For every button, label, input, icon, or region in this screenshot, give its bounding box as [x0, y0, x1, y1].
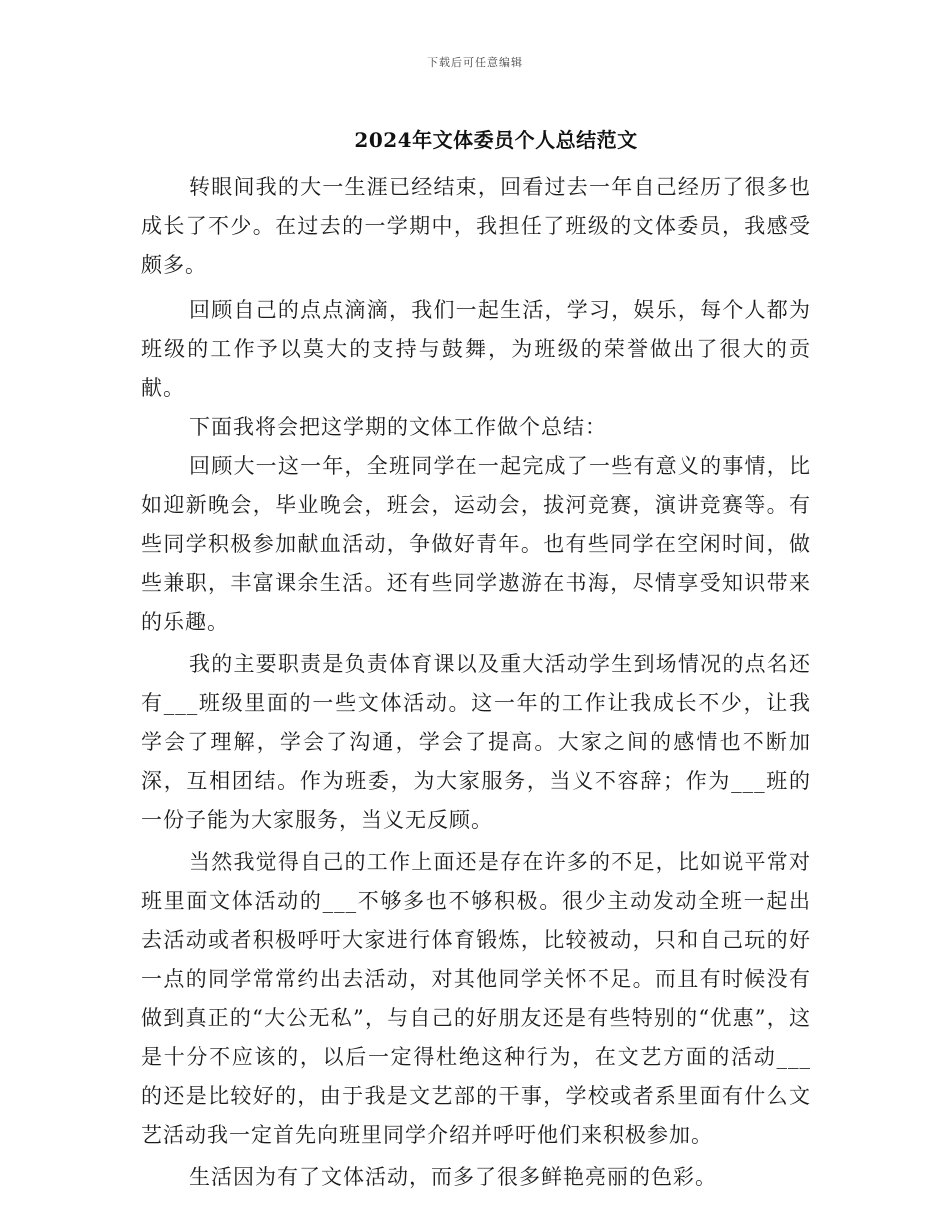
document-body — [141, 168, 811, 1197]
paragraph: 转眼间我的大一生涯已经结束，回看过去一年自己经历了很多也成长了不少。在过去的一学期中，我担任了班级的文体委员，我感受颇多。 — [141, 175, 811, 277]
paragraph: 当然我觉得自己的工作上面还是存在许多的不足，比如说平常对班里面文体活动的___不够多也不够积极。很少主动发动全班一起出去活动或者积极呼吁大家进行体育锻炼，比较被动，只和自己玩的好一点的同学常常约出去活动，对其他同学关怀不足。而且有时候没有做到真正的“大公无私”，与自己的好朋友还是有些特别的“优惠”，这是十分不应该的，以后一定得杜绝这种行为，在文艺方面的活动___的还是比较好的，由于我是文艺部的干事，学校或者系里面有什么文艺活动我一定首先向班里同学介绍并呼吁他们来积极参加。 — [141, 850, 811, 1147]
paragraph: 回顾大一这一年，全班同学在一起完成了一些有意义的事情，比如迎新晚会，毕业晚会，班会，运动会，拔河竞赛，演讲竞赛等。有些同学积极参加献血活动，争做好青年。也有些同学在空闲时间，做些兼职，丰富课余生活。还有些同学遨游在书海，尽情享受知识带来的乐趣。 — [141, 454, 811, 634]
paragraph: 回顾自己的点点滴滴，我们一起生活，学习，娱乐，每个人都为班级的工作予以莫大的支持与鼓舞，为班级的荣誉做出了很大的贡献。 — [141, 298, 811, 400]
header-note: 下载后可任意编辑 — [427, 56, 523, 69]
paragraph: 生活因为有了文体活动，而多了很多鲜艳亮丽的色彩。 — [189, 1165, 717, 1189]
paragraph: 下面我将会把这学期的文体工作做个总结： — [189, 415, 607, 439]
paragraph: 我的主要职责是负责体育课以及重大活动学生到场情况的点名还有___班级里面的一些文体活动。这一年的工作让我成长不少，让我学会了理解，学会了沟通，学会了提高。大家之间的感情也不断加深，互相团结。作为班委，为大家服务，当义不容辞；作为___班的一份子能为大家服务，当义无反顾。 — [141, 652, 811, 832]
document-title: 2024年文体委员个人总结范文 — [354, 128, 638, 152]
